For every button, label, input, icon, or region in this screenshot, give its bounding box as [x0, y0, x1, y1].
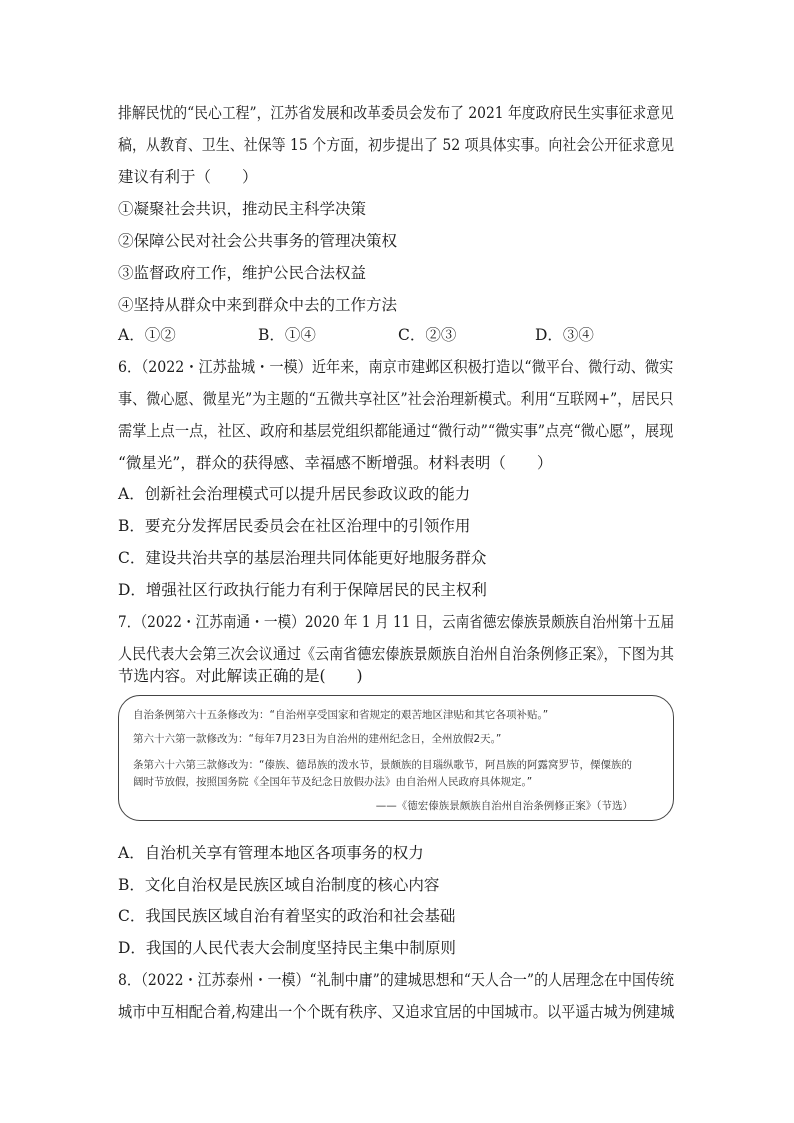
q5-option-a[interactable]: A．①②	[118, 326, 176, 344]
excerpt-line-1: 自治条例第六十五条修改为：“自治州享受国家和省规定的艰苦地区津贴和其它各项补贴。”	[133, 709, 549, 721]
q5-option-b[interactable]: B．①④	[258, 326, 316, 344]
q5-stem-line-1: 排解民忧的“民心工程”，江苏省发展和改革委员会发布了 2021 年度政府民生实事征求意见	[118, 104, 674, 122]
q5-item-3: ③监督政府工作，维护公民合法权益	[118, 264, 367, 282]
q7-option-c[interactable]: C．我国民族区域自治有着坚实的政治和社会基础	[118, 907, 456, 925]
q5-item-1: ①凝聚社会共识，推动民主科学决策	[118, 200, 367, 218]
q7-stem-line-3: 节选内容。对此解读正确的是( )	[118, 667, 363, 685]
q5-stem-line-2: 稿，从教育、卫生、社保等 15 个方面，初步提出了 52 项具体实事。向社会公开征求意见	[118, 136, 675, 154]
q6-option-d[interactable]: D．增强社区行政执行能力有利于保障居民的民主权利	[118, 581, 487, 599]
q5-item-4: ④坚持从群众中来到群众中去的工作方法	[118, 296, 398, 314]
q5-stem-line-3: 建议有利于（ ）	[118, 168, 258, 186]
q8-stem-line-1: 8．（2022・江苏泰州・一模）“礼制中庸”的建城思想和“天人合一”的人居理念在中国传统	[118, 971, 675, 989]
q5-option-c[interactable]: C．②③	[398, 326, 457, 344]
q5-item-2: ②保障公民对社会公共事务的管理决策权	[118, 232, 398, 250]
q7-stem-line-1: 7．（2022・江苏南通・一模）2020 年 1 月 11 日，云南省德宏傣族景颇族自治州第十五届	[118, 613, 675, 631]
q6-option-b[interactable]: B．要充分发挥居民委员会在社区治理中的引领作用	[118, 517, 471, 535]
q7-option-b[interactable]: B．文化自治权是民族区域自治制度的核心内容	[118, 876, 440, 894]
q7-option-a[interactable]: A．自治机关享有管理本地区各项事务的权力	[118, 844, 424, 862]
q7-excerpt-box	[118, 695, 674, 821]
q5-option-d[interactable]: D．③④	[535, 326, 594, 344]
excerpt-source: ——《德宏傣族景颇族自治州自治条例修正案》（节选）	[375, 800, 633, 812]
q6-stem-line-4: “微星光”，群众的获得感、幸福感不断增强。材料表明（ ）	[118, 454, 553, 472]
excerpt-line-2: 第六十六第一款修改为：“每年7月23日为自治州的建州纪念日，全州放假2天。”	[133, 733, 502, 745]
q6-option-a[interactable]: A．创新社会治理模式可以提升居民参政议政的能力	[118, 485, 471, 503]
q6-option-c[interactable]: C．建设共治共享的基层治理共同体能更好地服务群众	[118, 549, 487, 567]
q6-stem-line-1: 6．（2022・江苏盐城・一模）近年来，南京市建邺区积极打造以“微平台、微行动、微实	[118, 358, 674, 376]
q7-stem-line-2: 人民代表大会第三次会议通过《云南省德宏傣族景颇族自治州自治条例修正案》，下图为其	[118, 645, 674, 663]
q6-stem-line-2: 事、微心愿、微星光”为主题的“五微共享社区”社会治理新模式。利用“互联网+”，居民只	[118, 390, 674, 408]
q6-stem-line-3: 需掌上点一点，社区、政府和基层党组织都能通过“微行动”“微实事”点亮“微心愿”，展现	[118, 422, 674, 440]
q8-stem-line-2: 城市中互相配合着,构建出一个个既有秩序、又追求宜居的中国城市。以平遥古城为例建城	[118, 1003, 675, 1021]
excerpt-line-3: 条第六十六第三款修改为：“傣族、德昂族的泼水节，景颇族的目瑙纵歌节，阿昌族的阿露窝罗节，傈僳族的	[133, 759, 632, 771]
q7-option-d[interactable]: D．我国的人民代表大会制度坚持民主集中制原则	[118, 939, 456, 957]
excerpt-line-4: 阔时节放假，按照国务院《全国年节及纪念日放假办法》由自治州人民政府具体规定。”	[133, 776, 533, 788]
